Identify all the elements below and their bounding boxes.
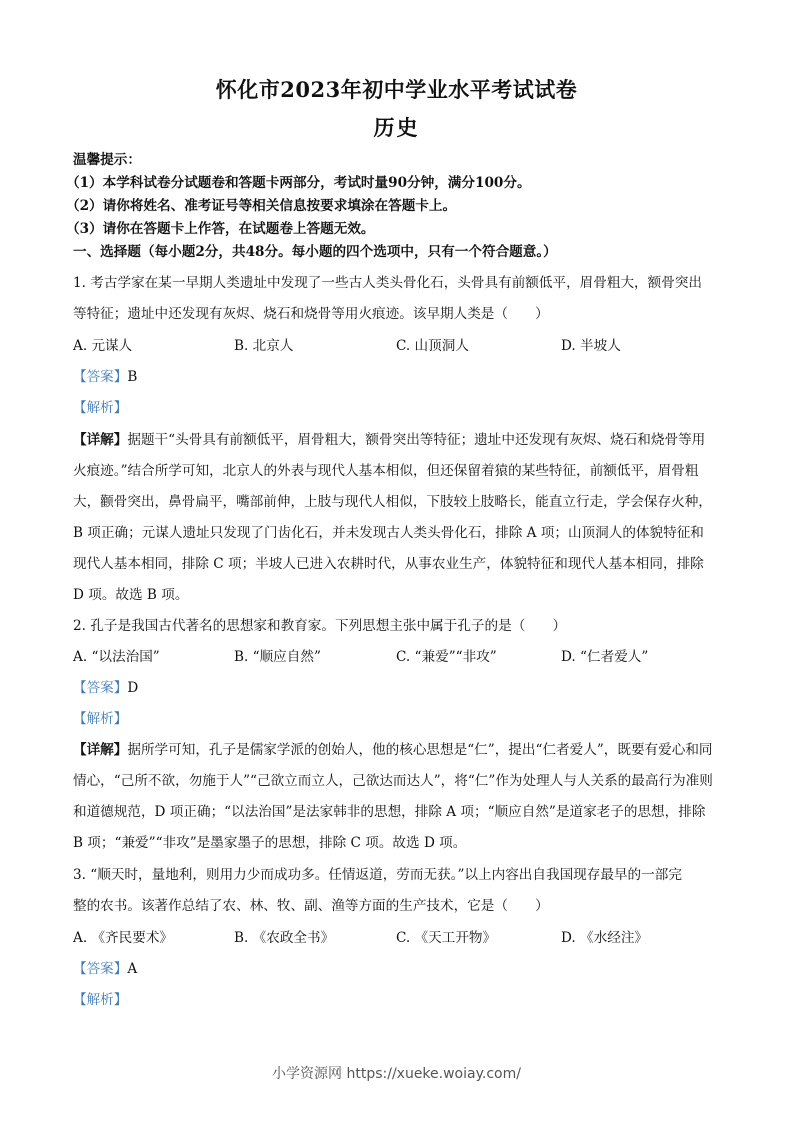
question-stem: 2. 孔子是我国古代著名的思想家和教育家。下列思想主张中属于孔子的是（ ）	[73, 618, 567, 634]
section-heading: 一、选择题（每小题2分，共48分。每小题的四个选项中，只有一个符合题意。）	[73, 244, 557, 260]
answer-value: A	[127, 961, 138, 977]
option-c: C. 《天工开物》	[396, 930, 497, 946]
answer-line	[73, 678, 138, 698]
question-stem: 1. 考古学家在某一早期人类遗址中发现了一些古人类头骨化石，头骨具有前额低平，眉骨粗大，额骨突出	[73, 275, 703, 291]
notice-heading: 温馨提示：	[73, 152, 141, 168]
option-a: A. “以法治国”	[73, 649, 160, 665]
detail-label: 【详解】	[73, 432, 128, 448]
answer-line	[73, 959, 137, 979]
answer-label: 【答案】	[73, 680, 128, 696]
detail-line: B 项正确；元谋人遗址只发现了门齿化石，并未发现古人类头骨化石，排除 A 项；山顶洞人的体貌特征和	[73, 525, 704, 541]
option-c: C. “兼爱”“非攻”	[396, 649, 497, 665]
question-stem: 整的农书。该著作总结了农、林、牧、副、渔等方面的生产技术，它是（ ）	[73, 898, 549, 914]
analysis-label: 【解析】	[73, 400, 128, 416]
detail-line: D 项。故选 B 项。	[73, 587, 189, 603]
option-c: C. 山顶洞人	[396, 338, 469, 354]
analysis-label: 【解析】	[73, 711, 128, 727]
question-stem: 等特征；遗址中还发现有灰烬、烧石和烧骨等用火痕迹。该早期人类是（ ）	[73, 306, 549, 322]
notice-item: （3）请你在答题卡上作答，在试题卷上答题无效。	[66, 221, 375, 237]
detail-text: 据题干“头骨具有前额低平，眉骨粗大，额骨突出等特征；遗址中还发现有灰烬、烧石和烧骨等用	[127, 432, 706, 448]
answer-value: D	[127, 680, 139, 696]
page-title: 怀化市2023年初中学业水平考试试卷	[215, 77, 578, 102]
detail-label: 【详解】	[73, 742, 128, 758]
detail-line: 现代人基本相同，排除 C 项；半坡人已进入农耕时代，从事农业生产，体貌特征和现代人基本相同，排除	[73, 556, 704, 572]
option-a: A. 元谋人	[73, 338, 133, 354]
notice-item: （1）本学科试卷分试题卷和答题卡两部分，考试时量90分钟，满分100分。	[66, 175, 531, 191]
answer-line	[73, 367, 137, 387]
detail-text: 据所学可知，孔子是儒家学派的创始人，他的核心思想是“仁”，提出“仁者爱人”，既要有爱心和同	[127, 742, 713, 758]
detail-line: 情心，“己所不欲，勿施于人”“己欲立而立人，己欲达而达人”，将“仁”作为处理人与人关系的最高行为准则	[73, 773, 713, 789]
detail-line	[73, 740, 713, 760]
option-d: D. “仁者爱人”	[561, 649, 649, 665]
answer-value: B	[127, 369, 138, 385]
detail-line: B 项；“兼爱”“非攻”是墨家墨子的思想，排除 C 项。故选 D 项。	[73, 835, 467, 851]
analysis-label: 【解析】	[73, 992, 128, 1008]
answer-label: 【答案】	[73, 369, 128, 385]
option-d: D. 《水经注》	[561, 930, 649, 946]
detail-line: 火痕迹。”结合所学可知，北京人的外表与现代人基本相似，但还保留着猿的某些特征，前额低平，眉骨粗	[73, 463, 699, 479]
footer-watermark: 小学资源网 https://xueke.woiay.com/	[272, 1066, 521, 1082]
answer-label: 【答案】	[73, 961, 128, 977]
option-b: B. 北京人	[234, 338, 294, 354]
subject-title: 历史	[373, 115, 420, 140]
option-d: D. 半坡人	[561, 338, 621, 354]
option-a: A. 《齐民要术》	[73, 930, 174, 946]
detail-line: 大，颧骨突出，鼻骨扁平，嘴部前伸，上肢与现代人相似，下肢较上肢略长，能直立行走，学会保存火种，	[73, 494, 712, 510]
option-b: B. 《农政全书》	[234, 930, 335, 946]
detail-line: 和道德规范，D 项正确；“以法治国”是法家韩非的思想，排除 A 项；“顺应自然”是道家老子的思想，排除	[73, 804, 706, 820]
notice-item: （2）请你将姓名、准考证号等相关信息按要求填涂在答题卡上。	[66, 198, 457, 214]
option-b: B. “顺应自然”	[234, 649, 321, 665]
detail-line	[73, 430, 705, 450]
question-stem: 3. “顺天时，量地利，则用力少而成功多。任情返道，劳而无获。”以上内容出自我国现存最早的一部完	[73, 867, 682, 883]
